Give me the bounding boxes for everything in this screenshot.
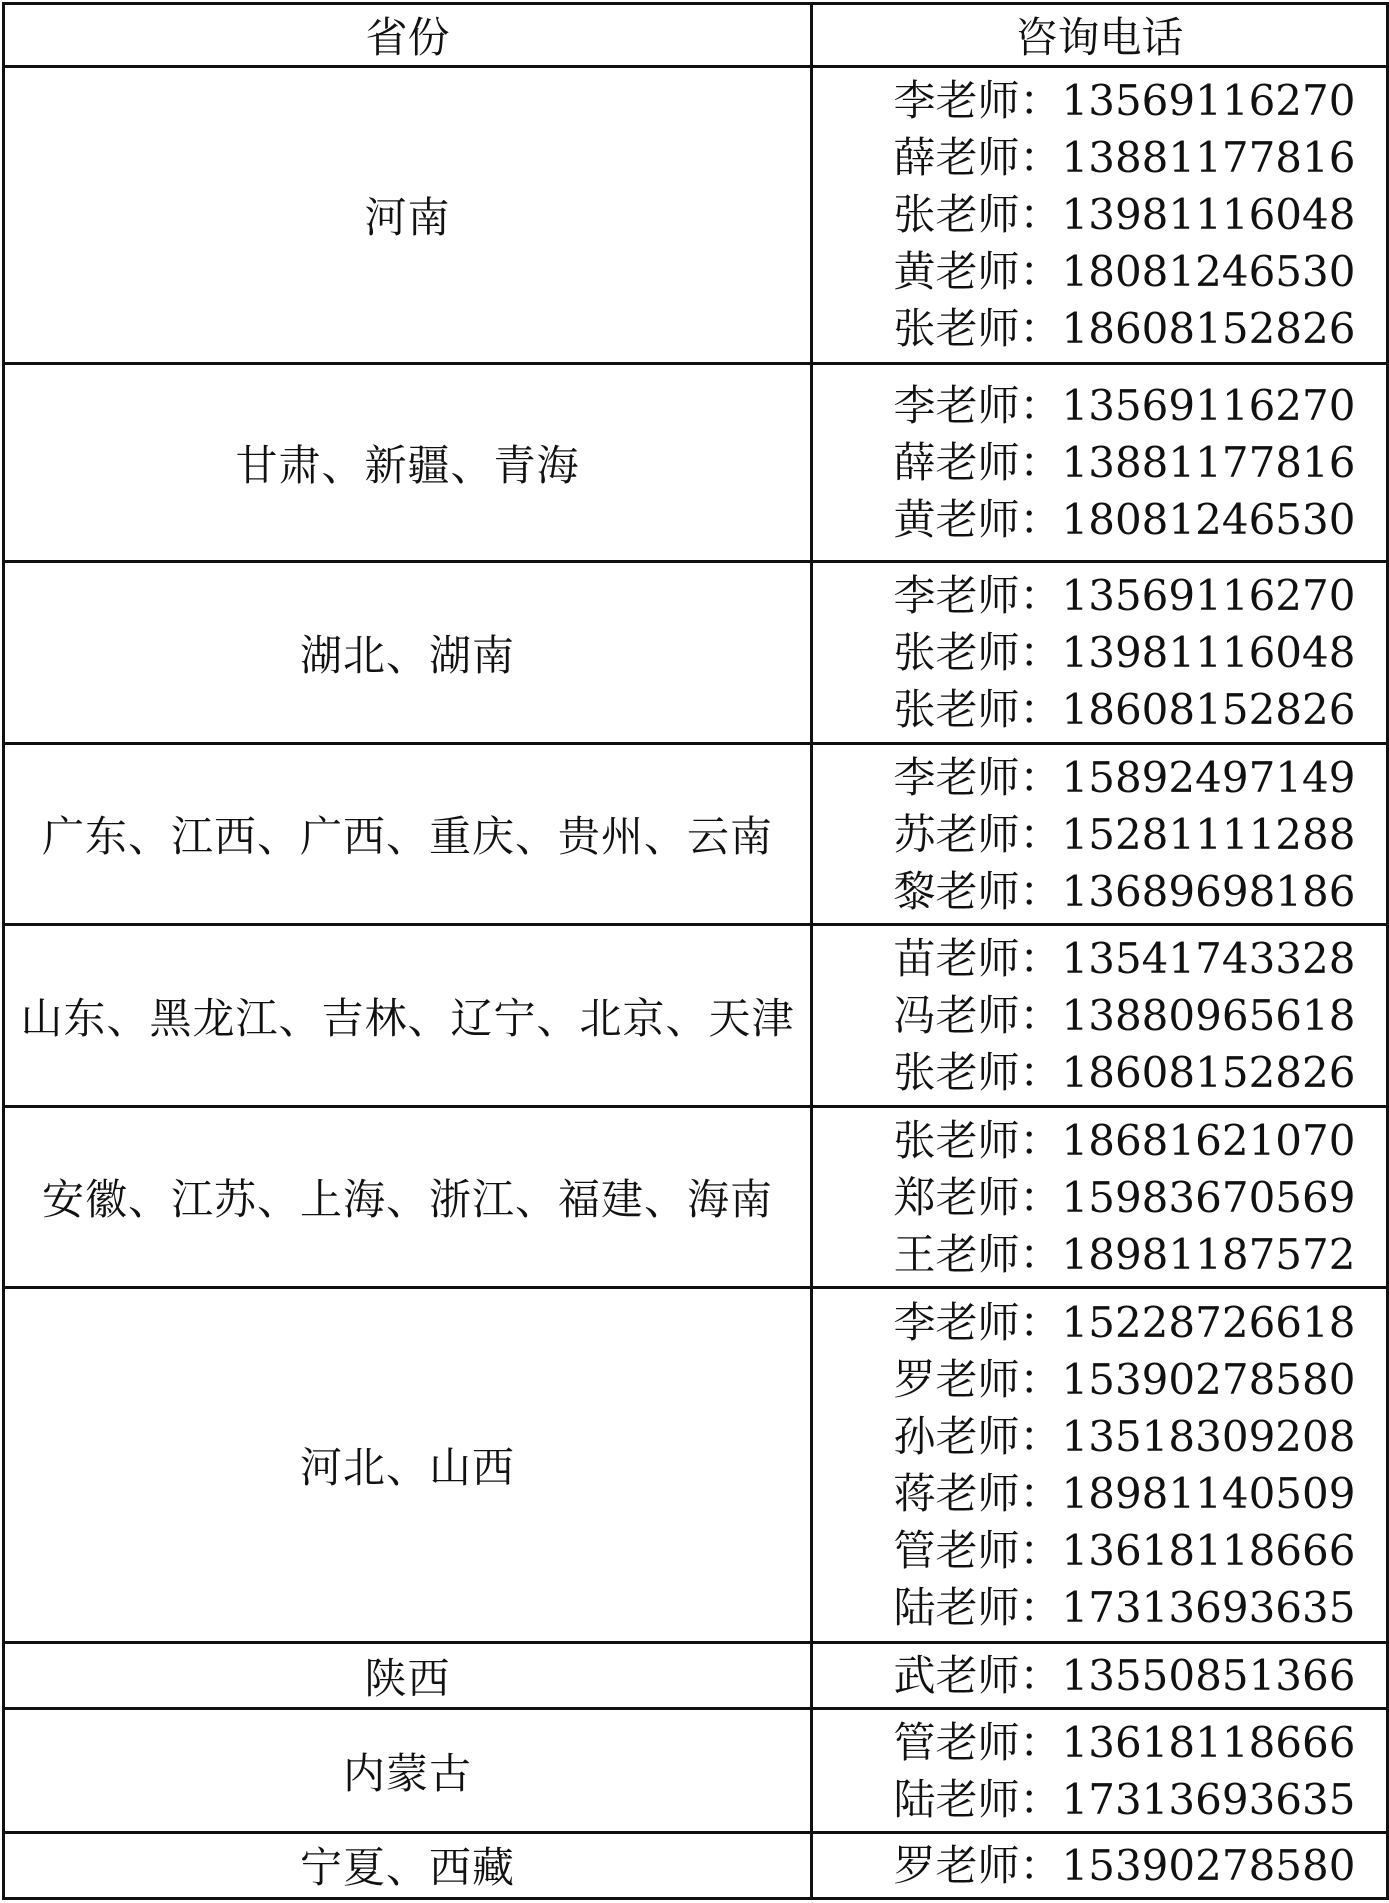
contact-list	[893, 72, 1356, 357]
contact-phone: 13550851366	[1061, 1651, 1356, 1701]
contact-list	[893, 749, 1356, 920]
phone-cell	[812, 1832, 1388, 1898]
contact-name: 管老师：	[893, 1526, 1062, 1576]
contact-entry	[893, 930, 1356, 987]
province-cell: 广东、江西、广西、重庆、贵州、云南	[4, 743, 812, 924]
contact-entry	[893, 863, 1356, 920]
contact-phone: 15281111288	[1061, 809, 1356, 859]
contact-entry	[893, 567, 1356, 624]
contact-list	[893, 1647, 1356, 1704]
contact-name: 陆老师：	[893, 1583, 1062, 1633]
contact-name: 蒋老师：	[893, 1469, 1062, 1519]
contact-name: 王老师：	[893, 1229, 1062, 1279]
contact-entry	[893, 987, 1356, 1044]
phone-cell	[812, 1643, 1388, 1709]
contact-entry	[893, 1465, 1356, 1522]
table-row	[4, 1832, 1388, 1898]
contact-entry	[893, 129, 1356, 186]
contact-list	[893, 1837, 1356, 1894]
contact-entry	[893, 1351, 1356, 1408]
province-cell: 内蒙古	[4, 1709, 812, 1832]
contact-name: 薛老师：	[893, 438, 1062, 488]
contact-name: 苗老师：	[893, 934, 1062, 984]
contact-name: 陆老师：	[893, 1774, 1062, 1824]
contact-entry	[893, 1647, 1356, 1704]
province-cell: 宁夏、西藏	[4, 1832, 812, 1898]
contact-list	[893, 377, 1356, 548]
province-cell: 甘肃、新疆、青海	[4, 363, 812, 562]
phone-cell	[812, 363, 1388, 562]
contact-phone: 13689698186	[1061, 866, 1356, 916]
contact-phone: 18981140509	[1061, 1469, 1356, 1519]
contact-phone: 15228726618	[1061, 1298, 1356, 1348]
contact-table	[2, 2, 1389, 1900]
contact-entry	[893, 1294, 1356, 1351]
contact-name: 李老师：	[893, 752, 1062, 802]
contact-name: 李老师：	[893, 76, 1062, 126]
contact-name: 冯老师：	[893, 991, 1062, 1041]
contact-name: 张老师：	[893, 1115, 1062, 1165]
contact-name: 罗老师：	[893, 1840, 1062, 1890]
contact-phone: 13880965618	[1061, 991, 1356, 1041]
contact-name: 薛老师：	[893, 133, 1062, 183]
contact-phone: 18081246530	[1061, 495, 1356, 545]
contact-phone: 13541743328	[1061, 934, 1356, 984]
header-province: 省份	[4, 4, 812, 67]
contact-entry	[893, 300, 1356, 357]
phone-cell	[812, 743, 1388, 924]
contact-name: 管老师：	[893, 1717, 1062, 1767]
contact-entry	[893, 186, 1356, 243]
contact-entry	[893, 1044, 1356, 1101]
contact-entry	[893, 1714, 1356, 1771]
contact-list	[893, 1714, 1356, 1828]
contact-phone: 13981116048	[1061, 190, 1356, 240]
contact-phone: 18608152826	[1061, 304, 1356, 354]
contact-name: 张老师：	[893, 304, 1062, 354]
table-row	[4, 562, 1388, 743]
phone-cell	[812, 925, 1388, 1106]
contact-phone: 13569116270	[1061, 381, 1356, 431]
table-body	[4, 67, 1388, 1899]
contact-entry	[893, 72, 1356, 129]
contact-name: 张老师：	[893, 1048, 1062, 1098]
contact-name: 李老师：	[893, 381, 1062, 431]
contact-phone: 13981116048	[1061, 628, 1356, 678]
phone-cell	[812, 1288, 1388, 1643]
contact-entry	[893, 749, 1356, 806]
province-cell: 河南	[4, 67, 812, 364]
contact-entry	[893, 1408, 1356, 1465]
contact-list	[893, 567, 1356, 738]
contact-phone: 13569116270	[1061, 76, 1356, 126]
contact-phone: 13518309208	[1061, 1412, 1356, 1462]
contact-name: 李老师：	[893, 1298, 1062, 1348]
table-row	[4, 1709, 1388, 1832]
contact-name: 郑老师：	[893, 1172, 1062, 1222]
contact-entry	[893, 624, 1356, 681]
contact-phone: 15390278580	[1061, 1355, 1356, 1405]
contact-entry	[893, 1112, 1356, 1169]
contact-phone: 17313693635	[1061, 1583, 1356, 1633]
contact-name: 武老师：	[893, 1651, 1062, 1701]
table-row	[4, 1288, 1388, 1643]
phone-cell	[812, 67, 1388, 364]
province-cell: 陕西	[4, 1643, 812, 1709]
contact-name: 黄老师：	[893, 495, 1062, 545]
table-row	[4, 1106, 1388, 1287]
contact-phone: 18981187572	[1061, 1229, 1356, 1279]
contact-name: 张老师：	[893, 190, 1062, 240]
province-cell: 山东、黑龙江、吉林、辽宁、北京、天津	[4, 925, 812, 1106]
contact-phone: 18608152826	[1061, 685, 1356, 735]
contact-entry	[893, 377, 1356, 434]
province-cell: 河北、山西	[4, 1288, 812, 1643]
header-row	[4, 4, 1388, 67]
contact-list	[893, 1294, 1356, 1636]
contact-phone: 13618118666	[1061, 1717, 1356, 1767]
contact-list	[893, 1112, 1356, 1283]
table-row	[4, 925, 1388, 1106]
contact-name: 苏老师：	[893, 809, 1062, 859]
contact-entry	[893, 491, 1356, 548]
contact-phone: 13618118666	[1061, 1526, 1356, 1576]
contact-entry	[893, 1837, 1356, 1894]
table-row	[4, 363, 1388, 562]
contact-name: 罗老师：	[893, 1355, 1062, 1405]
contact-entry	[893, 1522, 1356, 1579]
table-row	[4, 67, 1388, 364]
contact-entry	[893, 243, 1356, 300]
contact-phone: 15390278580	[1061, 1840, 1356, 1890]
contact-name: 李老师：	[893, 571, 1062, 621]
contact-entry	[893, 681, 1356, 738]
table-row	[4, 1643, 1388, 1709]
contact-phone: 13881177816	[1061, 438, 1356, 488]
contact-name: 黎老师：	[893, 866, 1062, 916]
contact-entry	[893, 1771, 1356, 1828]
contact-name: 张老师：	[893, 685, 1062, 735]
contact-phone: 18081246530	[1061, 247, 1356, 297]
contact-name: 黄老师：	[893, 247, 1062, 297]
contact-entry	[893, 434, 1356, 491]
contact-entry	[893, 1579, 1356, 1636]
contact-name: 张老师：	[893, 628, 1062, 678]
contact-phone: 18608152826	[1061, 1048, 1356, 1098]
contact-phone: 13881177816	[1061, 133, 1356, 183]
contact-phone: 18681621070	[1061, 1115, 1356, 1165]
province-cell: 安徽、江苏、上海、浙江、福建、海南	[4, 1106, 812, 1287]
contact-entry	[893, 1169, 1356, 1226]
contact-name: 孙老师：	[893, 1412, 1062, 1462]
phone-cell	[812, 1106, 1388, 1287]
contact-phone: 15983670569	[1061, 1172, 1356, 1222]
province-cell: 湖北、湖南	[4, 562, 812, 743]
contact-entry	[893, 806, 1356, 863]
contact-phone: 15892497149	[1061, 752, 1356, 802]
contact-phone: 13569116270	[1061, 571, 1356, 621]
phone-cell	[812, 1709, 1388, 1832]
header-phone: 咨询电话	[812, 4, 1388, 67]
contact-list	[893, 930, 1356, 1101]
phone-cell	[812, 562, 1388, 743]
contact-phone: 17313693635	[1061, 1774, 1356, 1824]
contact-entry	[893, 1226, 1356, 1283]
table-row	[4, 743, 1388, 924]
